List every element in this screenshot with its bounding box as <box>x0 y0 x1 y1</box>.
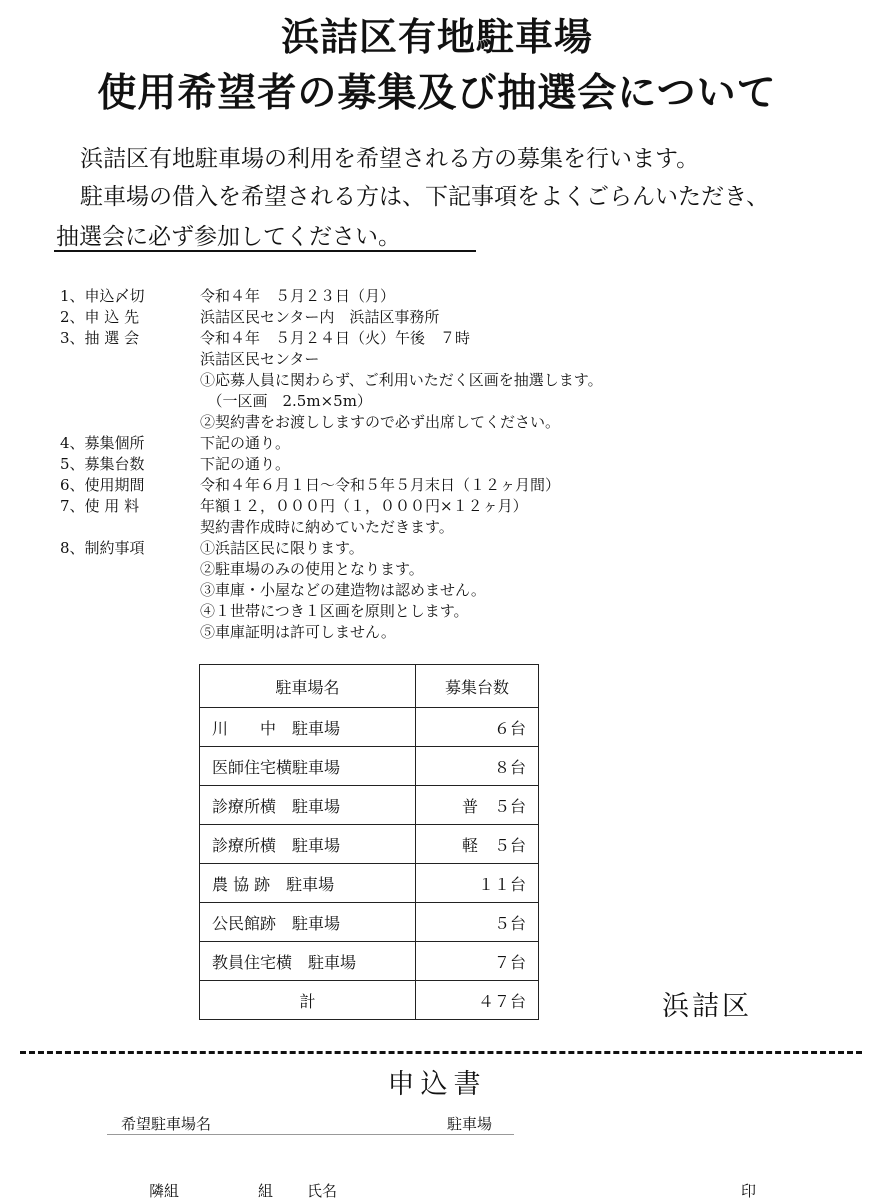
table-row <box>200 903 539 942</box>
detail-row <box>60 349 603 370</box>
detail-key: 5、募集台数 <box>60 455 145 473</box>
capacity-cell: ６台 <box>415 708 538 747</box>
detail-row <box>60 559 603 580</box>
parking-name-label: 希望駐車場名 <box>121 1115 212 1133</box>
parking-name-cell: 公民館跡 駐車場 <box>200 903 416 942</box>
detail-key: 3、抽 選 会 <box>60 329 140 347</box>
neighborhood-label: 隣組 <box>149 1182 180 1200</box>
detail-row <box>60 391 603 412</box>
header-capacity: 募集台数 <box>415 665 538 708</box>
detail-key <box>60 580 200 601</box>
detail-row <box>60 307 603 328</box>
detail-value: ①浜詰区民に限ります。 <box>200 539 364 557</box>
detail-key <box>60 349 200 370</box>
detail-row <box>60 412 603 433</box>
detail-key <box>60 601 200 622</box>
seal-label: 印 <box>741 1182 757 1200</box>
detail-key: 6、使用期間 <box>60 476 145 494</box>
parking-name-field-line[interactable] <box>107 1134 514 1135</box>
title-line-2: 使用希望者の募集及び抽選会について <box>97 71 777 116</box>
details-list <box>60 286 603 643</box>
detail-value: ①応募人員に関わらず、ご利用いただく区画を抽選します。 <box>200 371 603 389</box>
detail-row <box>60 517 603 538</box>
parking-name-cell: 診療所横 駐車場 <box>200 786 416 825</box>
detail-value: 年額１２，０００円（１，０００円×１２ヶ月） <box>200 497 528 515</box>
total-capacity-cell: ４７台 <box>415 981 538 1020</box>
table-row <box>200 708 539 747</box>
parking-suffix-label: 駐車場 <box>447 1115 493 1133</box>
parking-name-cell: 医師住宅横駐車場 <box>200 747 416 786</box>
table-row <box>200 942 539 981</box>
capacity-cell: 普 ５台 <box>415 786 538 825</box>
detail-key: 4、募集個所 <box>60 434 145 452</box>
detail-value: ⑤車庫証明は許可しません。 <box>200 623 396 641</box>
detail-key <box>60 517 200 538</box>
detail-row <box>60 286 603 307</box>
detail-value: 下記の通り。 <box>200 434 291 452</box>
detail-value: 契約書作成時に納めていただきます。 <box>200 518 454 536</box>
table-row <box>200 864 539 903</box>
detail-row <box>60 433 603 454</box>
detail-value: 令和４年６月１日～令和５年５月末日（１２ヶ月間） <box>200 476 561 494</box>
application-form-title: 申込書 <box>387 1069 487 1100</box>
group-label: 組 <box>258 1182 274 1200</box>
detail-value: 令和４年 ５月２４日（火）午後 ７時 <box>200 329 471 347</box>
parking-name-cell: 川 中 駐車場 <box>200 708 416 747</box>
detail-row <box>60 580 603 601</box>
organization-name: 浜詰区 <box>662 991 752 1022</box>
intro-line-1: 浜詰区有地駐車場の利用を希望される方の募集を行います。 <box>80 146 700 172</box>
detail-value: ③車庫・小屋などの建造物は認めません。 <box>200 581 486 599</box>
detail-row <box>60 622 603 643</box>
detail-value: ②駐車場のみの使用となります。 <box>200 560 424 578</box>
detail-key <box>60 391 200 412</box>
emphasis-underline <box>54 250 476 252</box>
detail-value: 下記の通り。 <box>200 455 291 473</box>
total-label-cell: 計 <box>200 981 416 1020</box>
detail-row <box>60 328 603 349</box>
detail-row <box>60 454 603 475</box>
capacity-cell: ５台 <box>415 903 538 942</box>
title-line-1: 浜詰区有地駐車場 <box>280 15 593 59</box>
detail-row <box>60 370 603 391</box>
intro-line-3-emphasis: 抽選会に必ず参加してください。 <box>56 224 401 250</box>
cut-line <box>20 1051 862 1054</box>
capacity-cell: ７台 <box>415 942 538 981</box>
detail-value: 浜詰区民センター内 浜詰区事務所 <box>200 308 440 326</box>
capacity-cell: ８台 <box>415 747 538 786</box>
detail-row <box>60 601 603 622</box>
table-total-row <box>200 981 539 1020</box>
detail-value: （一区画 2.5m×5m） <box>200 392 372 410</box>
detail-value: 令和４年 ５月２３日（月） <box>200 287 396 305</box>
detail-key <box>60 370 200 391</box>
parking-name-cell: 診療所横 駐車場 <box>200 825 416 864</box>
detail-value: ④１世帯につき１区画を原則とします。 <box>200 602 469 620</box>
intro-line-2: 駐車場の借入を希望される方は、下記事項をよくごらんいただき、 <box>80 184 770 210</box>
detail-row <box>60 475 603 496</box>
table-row <box>200 825 539 864</box>
table-row <box>200 786 539 825</box>
parking-name-cell: 教員住宅横 駐車場 <box>200 942 416 981</box>
parking-name-cell: 農 協 跡 駐車場 <box>200 864 416 903</box>
detail-value: 浜詰区民センター <box>200 350 320 368</box>
detail-key: 1、申込〆切 <box>60 287 145 305</box>
detail-value: ②契約書をお渡ししますので必ず出席してください。 <box>200 413 561 431</box>
detail-key: 7、使 用 料 <box>60 497 140 515</box>
detail-key <box>60 412 200 433</box>
header-parking-name: 駐車場名 <box>200 665 416 708</box>
capacity-cell: １１台 <box>415 864 538 903</box>
detail-row <box>60 538 603 559</box>
name-label: 氏名 <box>307 1182 338 1200</box>
detail-key <box>60 622 200 643</box>
detail-key <box>60 559 200 580</box>
capacity-cell: 軽 ５台 <box>415 825 538 864</box>
parking-table <box>199 664 539 1020</box>
detail-key: 2、申 込 先 <box>60 308 140 326</box>
table-body <box>200 708 539 1020</box>
table-row <box>200 747 539 786</box>
detail-key: 8、制約事項 <box>60 539 145 557</box>
table-header-row <box>200 665 539 708</box>
detail-row <box>60 496 603 517</box>
